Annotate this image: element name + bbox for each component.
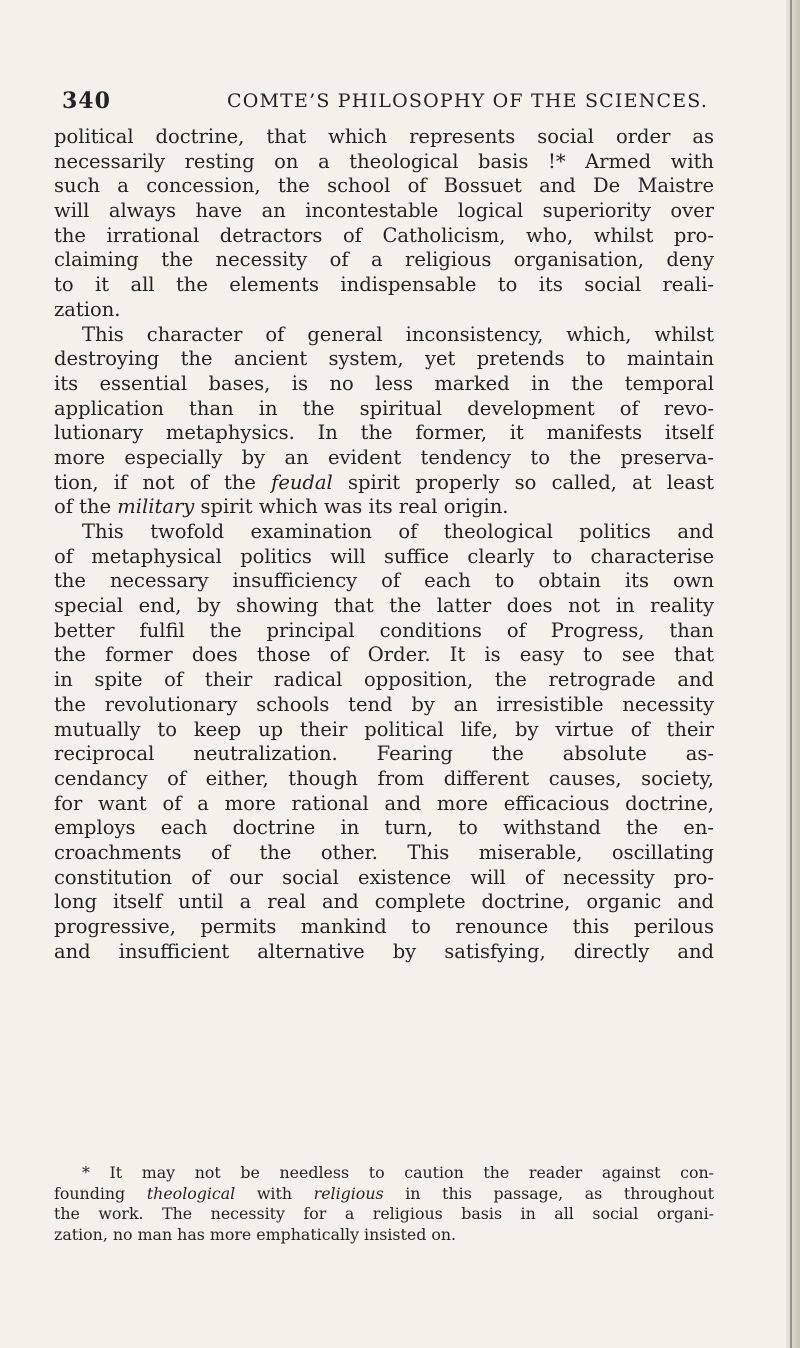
text-line: tion, if not of the feudal spirit properly so called, at least xyxy=(54,470,714,494)
footnote-line: * It may not be needless to caution the reader against con- xyxy=(82,1163,714,1182)
running-head: COMTE’S PHILOSOPHY OF THE SCIENCES. xyxy=(227,90,709,112)
text-line: the former does those of Order. It is easy to see that xyxy=(54,643,714,667)
page-header xyxy=(62,88,709,118)
text-line: the revolutionary schools tend by an irresistible necessity xyxy=(54,692,714,716)
footnote xyxy=(54,1163,714,1245)
text-line: constitution of our social existence will of necessity pro- xyxy=(54,865,714,889)
text-line: its essential bases, is no less marked in the temporal xyxy=(54,371,714,395)
footnote-line: zation, no man has more emphatically insisted on. xyxy=(54,1224,457,1244)
text-line: application than in the spiritual development of revo- xyxy=(54,396,714,420)
footnote-line: the work. The necessity for a religious basis in all social organi- xyxy=(54,1204,714,1223)
text-line: mutually to keep up their political life, by virtue of their xyxy=(54,717,714,741)
body-text xyxy=(54,125,714,964)
text-line: more especially by an evident tendency to the preserva- xyxy=(54,445,714,469)
text-line: will always have an incontestable logical superiority over xyxy=(54,199,714,223)
text-line: reciprocal neutralization. Fearing the absolute as- xyxy=(54,742,714,766)
text-line: necessarily resting on a theological basis !* Armed with xyxy=(54,149,714,173)
text-line: This twofold examination of theological politics and xyxy=(82,520,714,543)
text-line: croachments of the other. This miserable, oscillating xyxy=(54,840,714,864)
text-line: of the military spirit which was its real origin. xyxy=(54,495,509,519)
text-line: long itself until a real and complete doctrine, organic and xyxy=(54,890,714,914)
page-edge-line xyxy=(790,0,792,1348)
text-line: lutionary metaphysics. In the former, it manifests itself xyxy=(54,421,714,445)
page-edge xyxy=(786,0,800,1348)
footnote-line: founding theological with religious in this passage, as throughout xyxy=(54,1183,714,1203)
text-line: of metaphysical politics will suffice clearly to characterise xyxy=(54,544,714,568)
text-line: employs each doctrine in turn, to withstand the en- xyxy=(54,816,714,840)
text-line: destroying the ancient system, yet pretends to maintain xyxy=(54,347,714,371)
text-line: special end, by showing that the latter does not in reality xyxy=(54,594,714,618)
text-line: cendancy of either, though from different causes, society, xyxy=(54,766,714,790)
text-line: zation. xyxy=(54,297,121,321)
text-line: in spite of their radical opposition, the retrograde and xyxy=(54,668,714,692)
text-line: political doctrine, that which represents social order as xyxy=(54,125,714,148)
text-line: for want of a more rational and more efficacious doctrine, xyxy=(54,791,714,815)
text-line: the necessary insufficiency of each to obtain its own xyxy=(54,569,714,593)
text-line: the irrational detractors of Catholicism, who, whilst pro- xyxy=(54,223,714,247)
page-number: 340 xyxy=(62,88,111,114)
text-line: This character of general inconsistency, which, whilst xyxy=(82,322,714,346)
text-line: and insufficient alternative by satisfying, directly and xyxy=(54,939,714,963)
text-line: progressive, permits mankind to renounce this perilous xyxy=(54,915,714,938)
text-line: claiming the necessity of a religious organisation, deny xyxy=(54,248,714,272)
text-line: to it all the elements indispensable to its social reali- xyxy=(54,273,714,297)
text-line: such a concession, the school of Bossuet and De Maistre xyxy=(54,174,714,198)
text-line: better fulfil the principal conditions of Progress, than xyxy=(54,618,714,642)
